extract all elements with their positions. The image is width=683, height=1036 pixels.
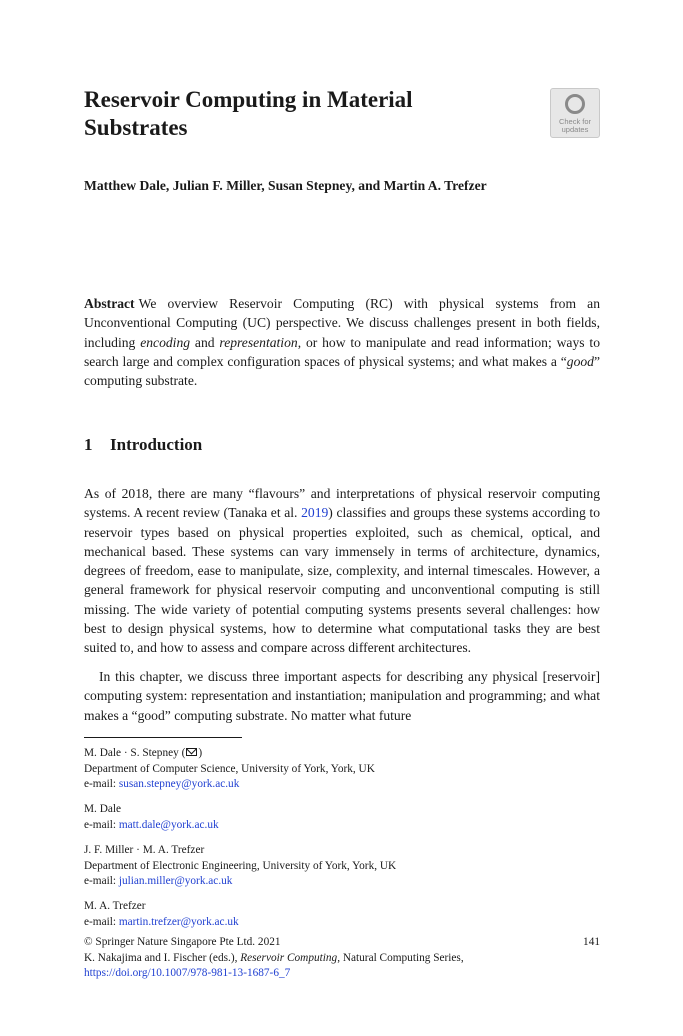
author-list: Matthew Dale, Julian F. Miller, Susan Stepney, and Martin A. Trefzer [84, 178, 487, 193]
email-link-miller[interactable]: julian.miller@york.ac.uk [118, 875, 233, 887]
email-link-dale[interactable]: matt.dale@york.ac.uk [118, 818, 219, 831]
affiliation-2: M. Dale e-mail: matt.dale@york.ac.uk [84, 803, 219, 831]
section-number: 1 [84, 435, 93, 454]
copyright: © Springer Nature Singapore Pte Ltd. 2021 [84, 936, 281, 948]
page-number: 141 [583, 936, 600, 948]
email-link-trefzer[interactable]: martin.trefzer@york.ac.uk [118, 915, 239, 928]
section-heading [84, 435, 202, 455]
page-footer: © Springer Nature Singapore Pte Ltd. 2021 141 K. Nakajima and I. Fischer (eds.), Reservoir Computing, Natural Computing Series, https://doi.org/10.1007/978-981-13-1687-6_7 [84, 936, 600, 979]
crossmark-icon [565, 94, 585, 114]
chapter-title-line-2: Substrates [84, 115, 188, 140]
chapter-title [84, 86, 524, 142]
footnote-rule [84, 737, 242, 738]
envelope-icon [186, 748, 197, 756]
section-title: Introduction [110, 435, 203, 454]
abstract-label: Abstract [84, 296, 135, 311]
doi-link[interactable]: https://doi.org/10.1007/978-981-13-1687-6_7 [84, 967, 291, 979]
paragraph-2: In this chapter, we discuss three important aspects for describing any physical [reservoir] computing system: representation and instantiation; manipulation and programming; and what makes a “good” computing substrate. No matter what future [84, 669, 600, 723]
badge-text: Check for updates [558, 117, 592, 134]
check-for-updates-badge[interactable] [550, 88, 600, 138]
affiliation-3: J. F. Miller · M. A. Trefzer Department of Electronic Engineering, University of York, York, UK e-mail: julian.miller@york.ac.uk [84, 844, 397, 887]
paragraph-1: As of 2018, there are many “flavours” and interpretations of physical reservoir computing systems. A recent review (Tanaka et al. 2019) classifies and groups these systems according to reservoir types based on physical properties exploited, such as chemical, optical, and mechanical based. These systems can vary immensely in terms of architecture, dynamics, degrees of freedom, ease to manipulate, size, complexity, and internal timescales. However, a general framework for physical reservoir computing and unconventional computing is still missing. The wide variety of potential computing systems presents several challenges: how best to design physical systems, how to determine what computational tasks they are best suited to, and how to assess and compare across different architectures. [84, 486, 600, 656]
citation-link[interactable]: 2019 [301, 505, 329, 521]
chapter-title-line-1: Reservoir Computing in Material [84, 87, 413, 112]
affiliation-4: M. A. Trefzer e-mail: martin.trefzer@york.ac.uk [84, 900, 239, 928]
abstract: Abstract We overview Reservoir Computing (RC) with physical systems from an Unconventional Computing (UC) perspective. We discuss challenges present in both fields, including encoding and representation, or how to manipulate and read information; ways to search large and complex configuration spaces of physical systems; and what makes a “good” computing substrate. [84, 296, 600, 389]
email-link-stepney[interactable]: susan.stepney@york.ac.uk [118, 778, 240, 790]
affiliation-1: M. Dale · S. Stepney ( ) Department of Computer Science, University of York, York, UK e-mail: susan.stepney@york.ac.uk [84, 747, 375, 790]
